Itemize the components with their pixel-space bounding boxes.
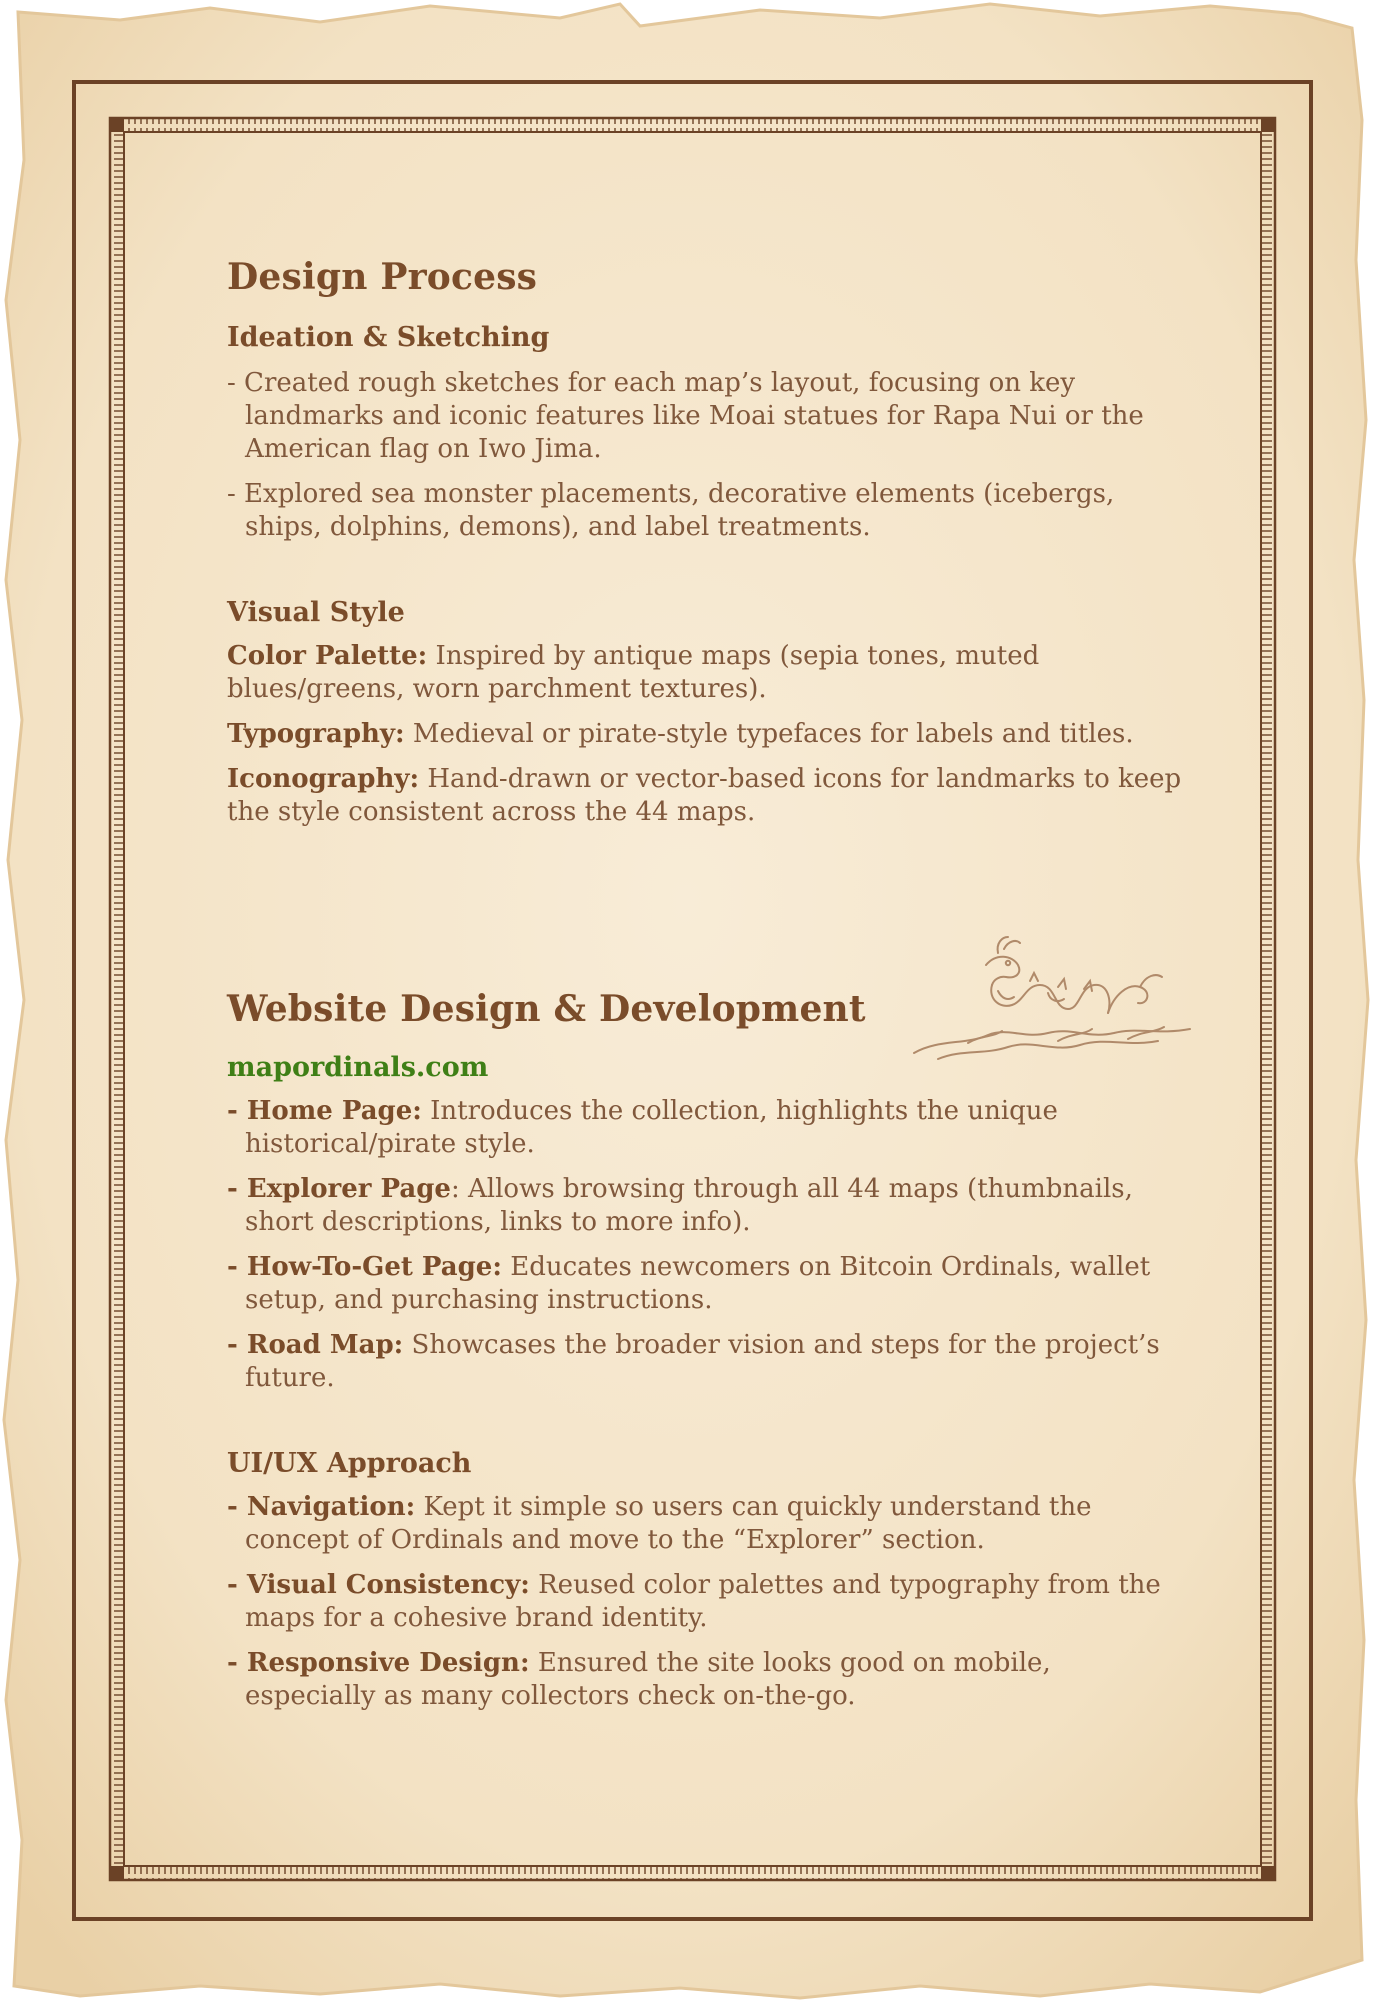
item-text: Medieval or pirate-style typefaces for labels and titles.: [404, 719, 1134, 749]
item-label: Explorer Page: [246, 1174, 451, 1204]
item-text: Showcases the broader vision and steps for the project’s future.: [245, 1330, 1160, 1393]
page-item: [227, 1329, 1187, 1395]
website-link[interactable]: mapordinals.com: [227, 1052, 489, 1083]
item-text: : Allows browsing through all 44 maps (thumbnails, short descriptions, links to more info).: [245, 1174, 1133, 1237]
item-label: Road Map:: [246, 1330, 404, 1360]
uiux-item: [227, 1569, 1187, 1635]
item-text: Inspired by antique maps (sepia tones, muted blues/greens, worn parchment textures).: [227, 641, 1040, 704]
item-dash: -: [227, 1330, 247, 1360]
item-text: Kept it simple so users can quickly understand the concept of Ordinals and move to the “Explorer” section.: [245, 1492, 1092, 1555]
item-dash: -: [227, 1570, 247, 1600]
item-label: Visual Consistency:: [246, 1570, 530, 1600]
page-item: [227, 1095, 1187, 1161]
uiux-item: [227, 1491, 1187, 1557]
item-label: Navigation:: [246, 1492, 416, 1522]
item-dash: -: [227, 1174, 247, 1204]
item-label: Iconography:: [227, 764, 420, 794]
website-title: Website Design & Development: [227, 988, 866, 1030]
item-label: How-To-Get Page:: [246, 1252, 502, 1282]
ideation-item: - Explored sea monster placements, decorative elements (icebergs, ships, dolphins, demons), and label treatments.: [227, 479, 1115, 542]
design-process-title: Design Process: [227, 256, 538, 298]
visual-style-item: [227, 763, 1187, 829]
item-dash: -: [227, 1096, 247, 1126]
item-dash: -: [227, 1252, 247, 1282]
item-text: Introduces the collection, highlights the unique historical/pirate style.: [245, 1096, 1058, 1159]
item-dash: -: [227, 1648, 247, 1678]
visual-style-item: [227, 718, 1187, 751]
item-text: Hand-drawn or vector-based icons for landmarks to keep the style consistent across the 44 maps.: [227, 764, 1182, 827]
ideation-item: - Created rough sketches for each map’s layout, focusing on key landmarks and iconic features like Moai statues for Rapa Nui or the American flag on Iwo Jima.: [227, 368, 1144, 464]
item-label: Typography:: [227, 719, 405, 749]
ideation-heading: Ideation & Sketching: [227, 322, 550, 353]
item-label: Color Palette:: [227, 641, 428, 671]
item-text: Reused color palettes and typography from the maps for a cohesive brand identity.: [245, 1570, 1161, 1633]
item-text: Ensured the site looks good on mobile, especially as many collectors check on-the-go.: [245, 1648, 1051, 1711]
page-item: [227, 1251, 1187, 1317]
visual-style-item: [227, 640, 1187, 706]
visual-style-heading: Visual Style: [227, 597, 405, 628]
document-content: [227, 255, 1187, 1713]
item-text: Educates newcomers on Bitcoin Ordinals, wallet setup, and purchasing instructions.: [245, 1252, 1151, 1315]
uiux-item: [227, 1647, 1187, 1713]
item-label: Home Page:: [246, 1096, 422, 1126]
page-item: [227, 1173, 1187, 1239]
item-label: Responsive Design:: [246, 1648, 530, 1678]
uiux-heading: UI/UX Approach: [227, 1448, 472, 1479]
item-dash: -: [227, 1492, 247, 1522]
